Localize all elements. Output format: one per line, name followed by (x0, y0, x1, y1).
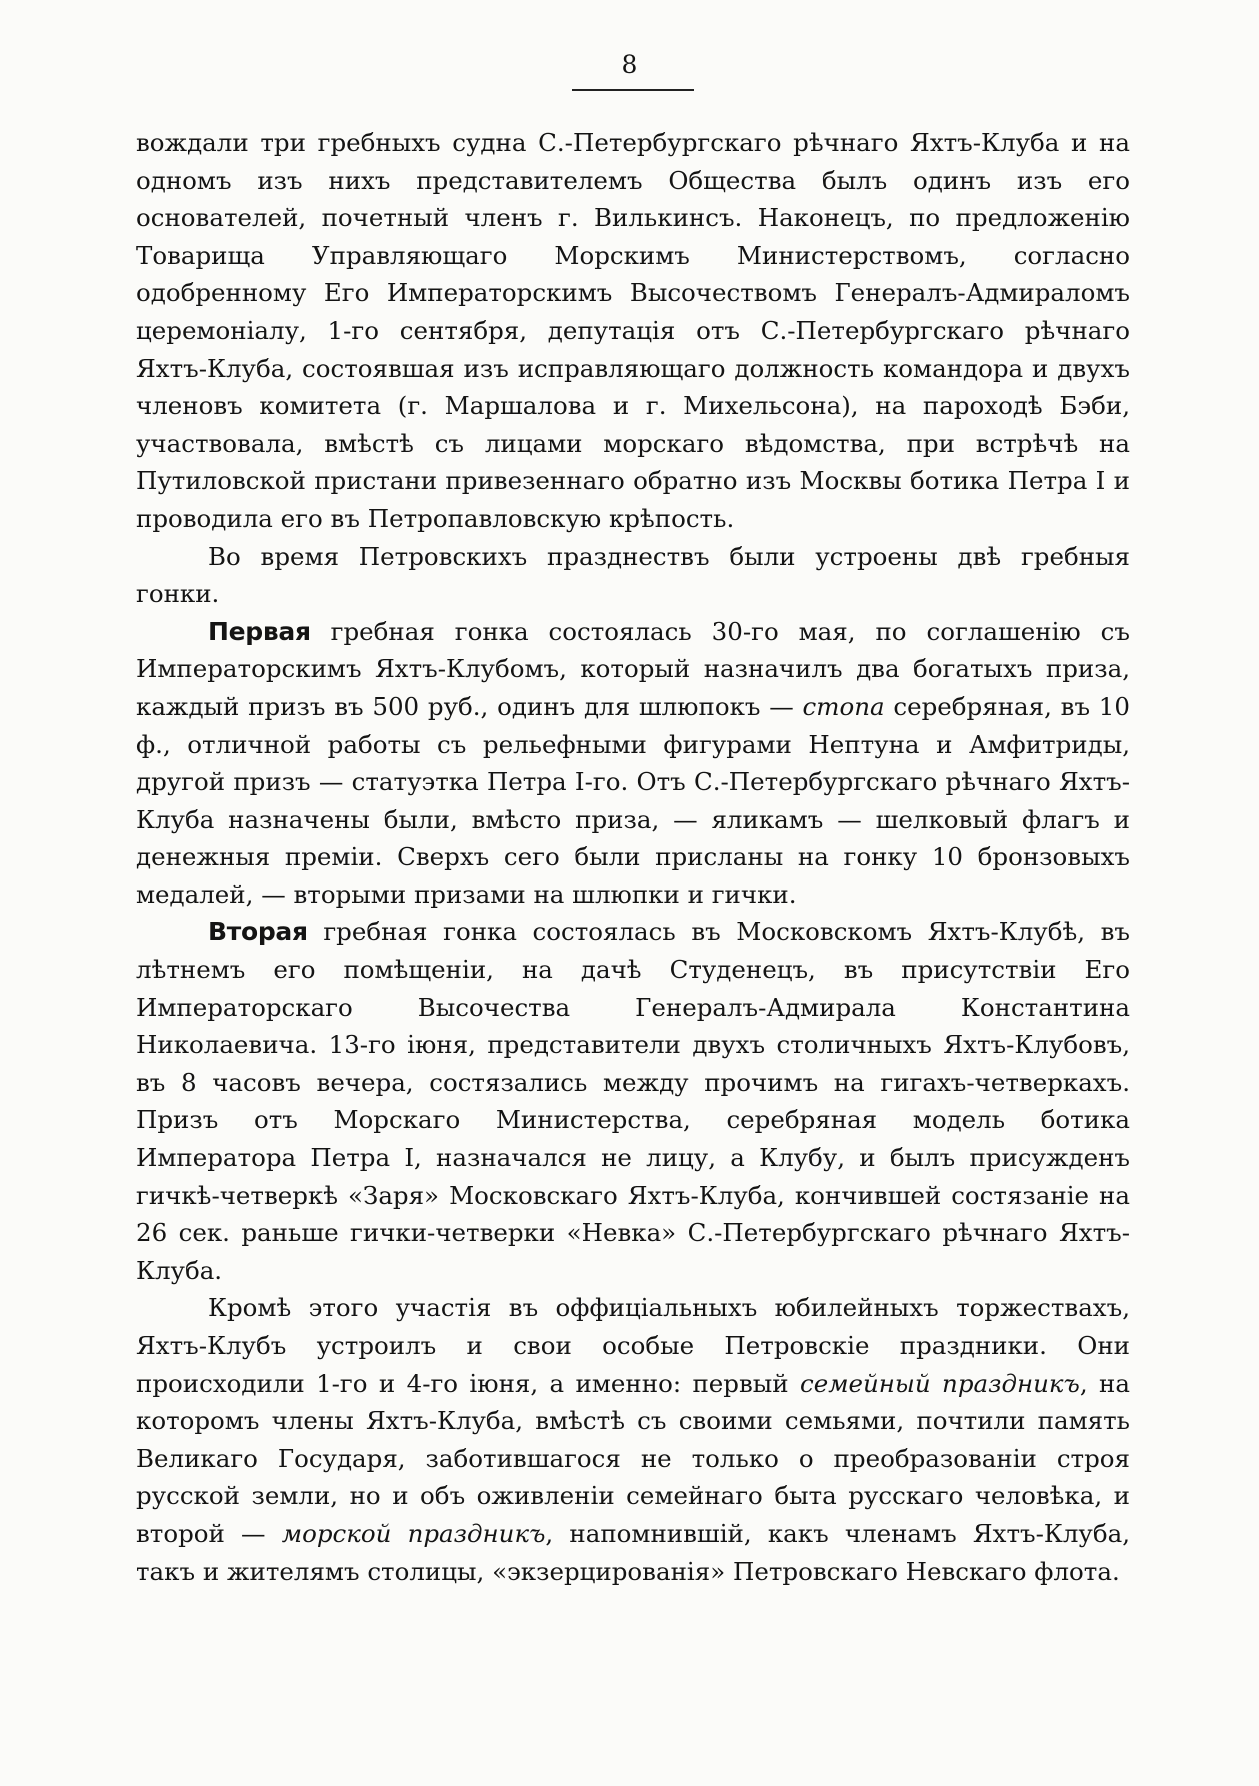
paragraph-text: Во время Петровскихъ празднествъ были устроены двѣ гребныя гонки. (136, 541, 1130, 609)
italic-term: стопа (802, 691, 885, 721)
paragraph-deputation (136, 124, 1130, 538)
page-number: 8 (621, 50, 638, 79)
paragraph-club-festivals (136, 1289, 1130, 1590)
paragraph-text: гребная гонка состоялась въ Московскомъ Яхтъ-Клубѣ, въ лѣтнемъ его помѣщеніи, на дачѣ Студенецъ, въ присутствіи Его Императорскаго Высочества Генералъ-Адмирала Константина Николаевича. 13-го іюня, представители двухъ столичныхъ Яхтъ-Клубовъ, въ 8 часовъ вечера, состязались между прочимъ на гигахъ-четверкахъ. Призъ отъ Морскаго Министерства, серебряная модель ботика Императора Петра I, назначался не лицу, а Клубу, и былъ присужденъ гичкѣ-четверкѣ «Заря» Московскаго Яхтъ-Клуба, кончившей состязаніе на 26 сек. раньше гички-четверки «Невка» С.-Петербургскаго рѣчнаго Яхтъ-Клуба. (136, 917, 1130, 1285)
paragraph-text: , напомнившій, какъ членамъ Яхтъ-Клуба, такъ и жителямъ столицы, «экзерцированія» Петровскаго Невскаго флота. (136, 1518, 1130, 1586)
paragraph-two-races (136, 538, 1130, 613)
heading-word-second: Вторая (208, 917, 308, 947)
paragraph-text: , на которомъ члены Яхтъ-Клуба, вмѣстѣ съ своими семьями, почтили память Великаго Государя, заботившагося не только о преобразованіи строя русской земли, но и объ оживленіи семейнаго быта русскаго человѣка, и второй — (136, 1368, 1130, 1548)
heading-word-first: Первая (208, 616, 311, 646)
paragraph-first-race (136, 613, 1130, 914)
paragraph-text: вождали три гребныхъ судна С.-Петербургскаго рѣчнаго Яхтъ-Клуба и на одномъ изъ нихъ представителемъ Общества былъ одинъ изъ его основателей, почетный членъ г. Вилькинсъ. Наконецъ, по предложенію Товарища Управляющаго Морскимъ Министерствомъ, согласно одобренному Его Императорскимъ Высочествомъ Генералъ-Адмираломъ церемоніалу, 1-го сентября, депутація отъ С.-Петербургскаго рѣчнаго Яхтъ-Клуба, состоявшая изъ исправляющаго должность командора и двухъ членовъ комитета (г. Маршалова и г. Михельсона), на пароходѣ Бэби, участвовала, вмѣстѣ съ лицами морскаго вѣдомства, при встрѣчѣ на Путиловской пристани привезеннаго обратно изъ Москвы ботика Петра I и проводила его въ Петропавловскую крѣпость. (136, 128, 1130, 533)
paragraph-text: Кромѣ этого участія въ оффиціальныхъ юбилейныхъ торжествахъ, Яхтъ-Клубъ устроилъ и свои особые Петровскіе праздники. Они происходили 1-го и 4-го іюня, а именно: первый (136, 1293, 1130, 1398)
page-number-rule (572, 89, 694, 91)
paragraph-text: гребная гонка состоялась 30-го мая, по соглашенію съ Императорскимъ Яхтъ-Клубомъ, который назначилъ два богатыхъ приза, каждый призъ въ 500 руб., одинъ для шлюпокъ — (136, 616, 1130, 721)
paragraph-second-race (136, 913, 1130, 1289)
paragraph-text: серебряная, въ 10 ф., отличной работы съ рельефными фигурами Нептуна и Амфитриды, другой призъ — статуэтка Петра I-го. Отъ С.-Петербургскаго рѣчнаго Яхтъ-Клуба назначены были, вмѣсто приза, — яликамъ — шелковый флагъ и денежныя преміи. Сверхъ сего были присланы на гонку 10 бронзовыхъ медалей, — вторыми призами на шлюпки и гички. (136, 691, 1130, 909)
italic-term: семейный праздникъ (799, 1368, 1080, 1398)
italic-term: морской праздникъ (281, 1518, 546, 1548)
text-body (136, 124, 1130, 1590)
